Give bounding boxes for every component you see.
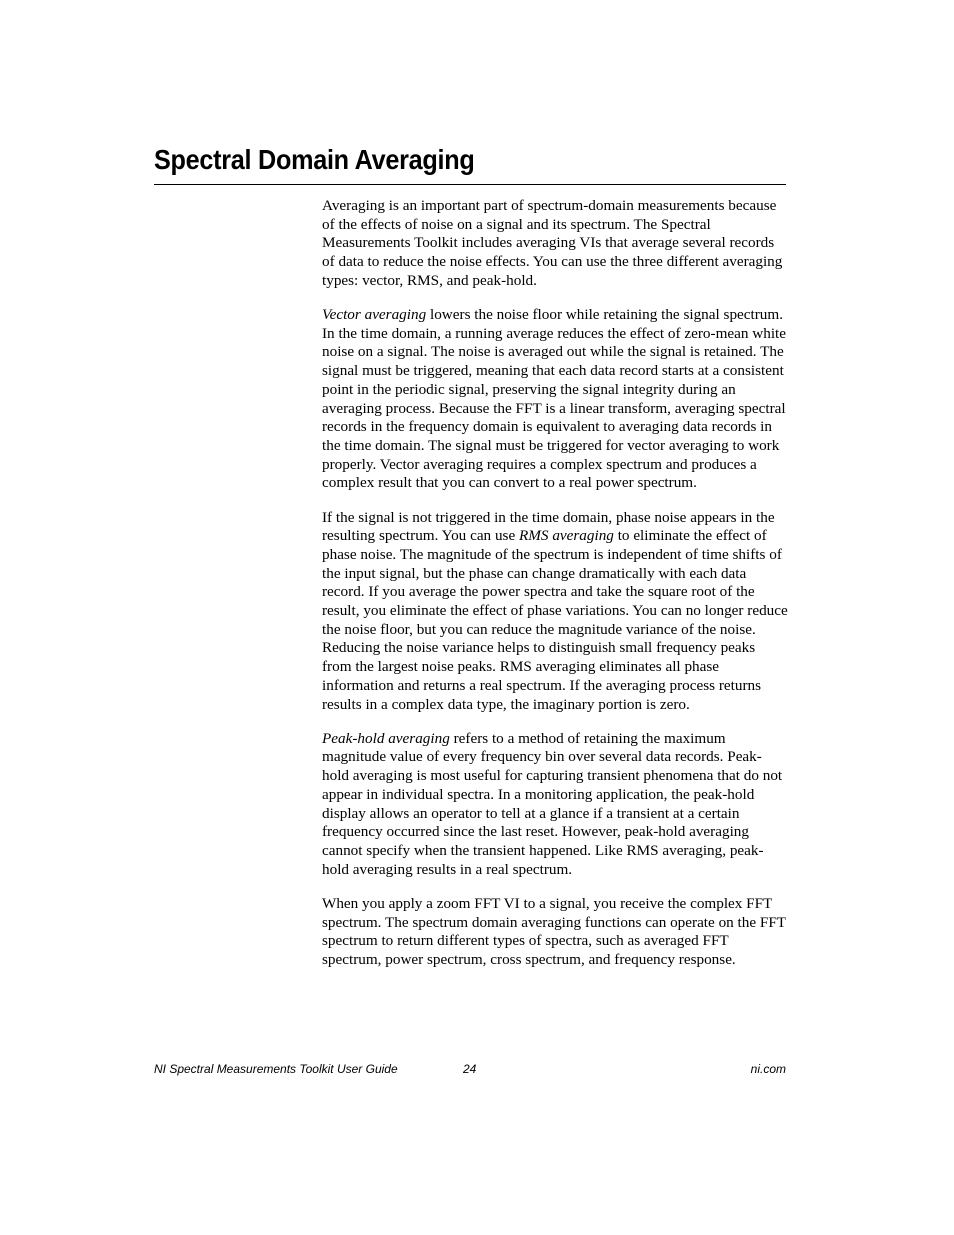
paragraph-vector-averaging	[322, 306, 788, 493]
section-heading: Spectral Domain Averaging	[154, 144, 475, 175]
term-rms-averaging: RMS averaging	[519, 527, 614, 545]
paragraph-text: lowers the noise floor while retaining the signal spectrum. In the time domain, a running average reduces the effect of zero-mean white noise on a signal. The noise is averaged out while the signal is retained. The signal must be triggered, meaning that each data record starts at a consistent point in the periodic signal, preserving the signal integrity during an averaging process. Because the FFT is a linear transform, averaging spectral records in the frequency domain is equivalent to averaging data records in the time domain. The signal must be triggered for vector averaging to work properly. Vector averaging requires a complex spectrum and produces a complex result that you can convert to a real power spectrum.	[322, 306, 786, 492]
paragraph-intro: Averaging is an important part of spectrum-domain measurements because of the effects of noise on a signal and its spectrum. The Spectral Measurements Toolkit includes averaging VIs that average several records of data to reduce the noise effects. You can use the three different averaging types: vector, RMS, and peak-hold.	[322, 197, 783, 289]
paragraph-text: to eliminate the effect of phase noise. The magnitude of the spectrum is independent of time shifts of the input signal, but the phase can change dramatically with each data record. If you average the power spectra and take the square root of the result, you eliminate the effect of phase variations. You can no longer reduce the noise floor, but you can reduce the magnitude variance of the noise. Reducing the noise variance helps to distinguish small frequency peaks from the largest noise peaks. RMS averaging eliminates all phase information and returns a real spectrum. If the averaging process returns results in a complex data type, the imaginary portion is zero.	[322, 527, 788, 713]
term-peak-hold-averaging: Peak-hold averaging	[322, 729, 450, 747]
page-number: 24	[463, 1062, 477, 1076]
heading-rule	[154, 184, 786, 185]
paragraph-rms-averaging	[322, 509, 788, 715]
paragraph-zoom-fft: When you apply a zoom FFT VI to a signal, you receive the complex FFT spectrum. The spectrum domain averaging functions can operate on the FFT spectrum to return different types of spectra, such as averaged FFT spectrum, power spectrum, cross spectrum, and frequency response.	[322, 894, 786, 969]
paragraph-peak-hold-averaging	[322, 730, 788, 880]
footer-title: NI Spectral Measurements Toolkit User Guide	[154, 1062, 398, 1076]
paragraph-text: If the signal is not triggered in the time domain, phase noise appears in the resulting spectrum. You can use	[322, 508, 775, 545]
footer-link[interactable]: ni.com	[750, 1062, 786, 1076]
body-text	[322, 197, 788, 985]
paragraph-text: refers to a method of retaining the maximum magnitude value of every frequency bin over several data records. Peak-hold averaging is most useful for capturing transient phenomena that do not appear in individual spectra. In a monitoring application, the peak-hold display allows an operator to tell at a glance if a transient at a certain frequency occurred since the last reset. However, peak-hold averaging cannot specify when the transient happened. Like RMS averaging, peak-hold averaging results in a real spectrum.	[322, 729, 783, 878]
term-vector-averaging: Vector averaging	[322, 306, 427, 324]
